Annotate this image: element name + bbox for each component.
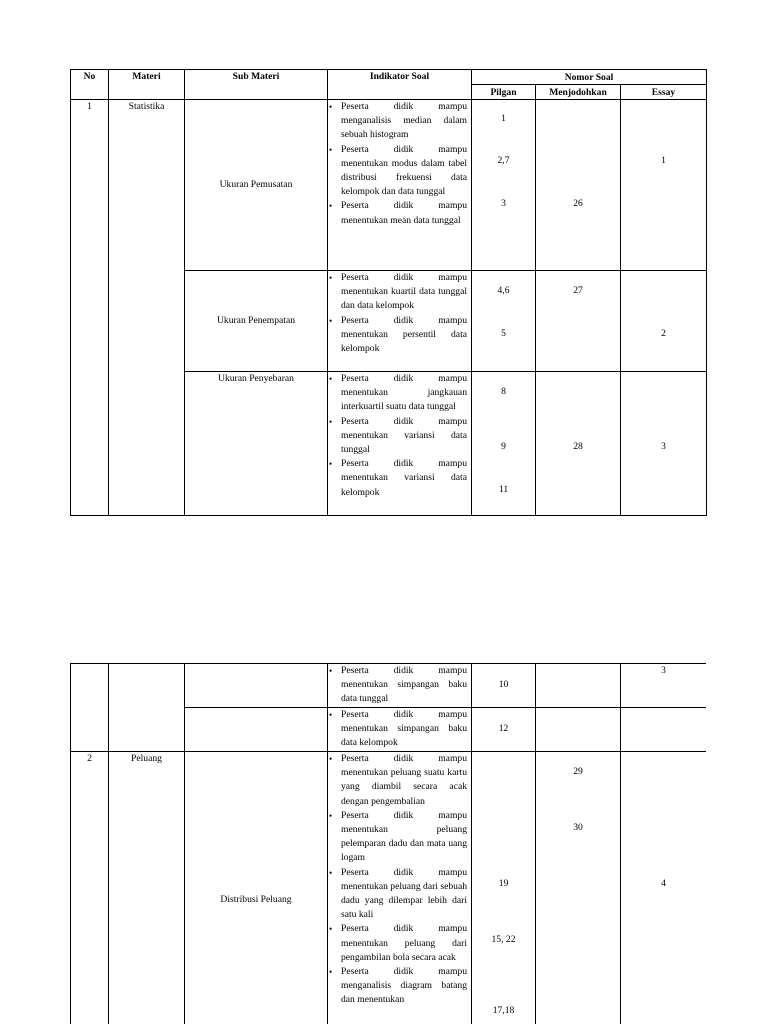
essay-number: 2 [661, 328, 666, 339]
header-nomor-soal: Nomor Soal [472, 70, 707, 85]
bullet-dot-icon: • [329, 967, 333, 978]
sub-materi-cell: Ukuran Penyebaran [185, 372, 328, 516]
materi-cell [109, 664, 185, 752]
indikator-item: • Peserta didik mampu menentukan simpangan baku data tunggal [329, 665, 467, 705]
menjodohkan-number: 26 [573, 198, 583, 209]
indikator-item: • Peserta didik mampu menentukan modus dalam tabel distribusi frekuensi data kelompok dan data tunggal [329, 143, 467, 198]
pilgan-number: 3 [501, 198, 506, 209]
header-pilgan: Pilgan [472, 85, 536, 100]
indikator-item: • Peserta didik mampu menentukan jangkauan interkuartil suatu data tunggal [329, 373, 467, 413]
header-essay: Essay [621, 85, 707, 100]
indikator-item: • Peserta didik mampu menentukan variansi data kelompok [329, 458, 467, 498]
materi-cell: Peluang [109, 752, 185, 1024]
table-row [71, 752, 707, 1024]
pilgan-cell [472, 372, 536, 516]
indikator-cell [328, 372, 472, 516]
indikator-item: • Peserta didik mampu menentukan peluang suatu kartu yang diambil secara acak dengan pengembalian [329, 753, 467, 807]
bullet-dot-icon: • [329, 201, 333, 212]
indikator-cell [328, 271, 472, 372]
indikator-item: • Peserta didik mampu menganalisis diagram batang dan menentukan [329, 966, 467, 1006]
kisi-kisi-table-section-1 [70, 69, 706, 516]
indikator-item: • Peserta didik mampu menentukan peluang dari sebuah dadu yang dilempar lebih dari satu kali [329, 866, 468, 921]
bullet-dot-icon: • [329, 144, 333, 155]
kisi-kisi-table-section-2 [70, 663, 706, 1024]
menjodohkan-cell [536, 752, 621, 1024]
bullet-dot-icon: • [329, 273, 333, 283]
menjodohkan-cell [536, 708, 621, 752]
sub-materi-cell [185, 664, 328, 708]
bullet-dot-icon: • [329, 459, 333, 470]
menjodohkan-number: 27 [573, 285, 583, 296]
pilgan-number: 8 [501, 386, 506, 397]
pilgan-cell: 12 [472, 708, 536, 752]
bullet-dot-icon: • [329, 924, 333, 935]
indikator-item: • Peserta didik mampu menentukan kuartil data tunggal dan data kelompok [329, 272, 467, 312]
header-indikator-soal: Indikator Soal [328, 70, 472, 100]
header-sub-materi: Sub Materi [185, 70, 328, 100]
bullet-dot-icon: • [329, 374, 333, 384]
pilgan-number: 4,6 [497, 285, 510, 296]
pilgan-number: 5 [501, 328, 506, 339]
header-row [71, 70, 707, 85]
indikator-item: • Peserta didik mampu menentukan peluang dari pengambilan bola secara acak [329, 923, 467, 963]
menjodohkan-cell [536, 372, 621, 516]
pilgan-cell [472, 100, 536, 271]
header-menjodohkan: Menjodohkan [536, 85, 621, 100]
bullet-dot-icon: • [329, 810, 333, 821]
pilgan-cell: 10 [472, 664, 536, 708]
menjodohkan-number: 30 [573, 822, 583, 833]
kisi-kisi-table-continued [70, 663, 706, 1024]
indikator-item: • Peserta didik mampu menentukan variansi data tunggal [329, 415, 467, 456]
materi-cell: Statistika [109, 100, 185, 516]
essay-cell [621, 708, 707, 752]
essay-cell [621, 372, 707, 516]
menjodohkan-cell [536, 100, 621, 271]
pilgan-cell [472, 271, 536, 372]
sub-materi-cell: Ukuran Penempatan [185, 271, 328, 372]
pilgan-number: 9 [501, 441, 506, 452]
pilgan-number: 11 [498, 484, 509, 495]
menjodohkan-number: 29 [573, 766, 583, 777]
sub-materi-cell: Ukuran Pemusatan [185, 100, 328, 271]
header-materi: Materi [109, 70, 185, 100]
essay-cell [621, 752, 707, 1024]
sub-materi-cell [185, 752, 328, 1024]
indikator-item: • Peserta didik mampu menentukan simpangan baku data kelompok [329, 709, 467, 749]
essay-cell [621, 100, 707, 271]
indikator-item: • Peserta didik mampu menentukan mean data tunggal [329, 200, 467, 226]
indikator-item: • Peserta didik mampu menganalisis median dalam sebuah histogram [329, 101, 467, 141]
menjodohkan-cell [536, 664, 621, 708]
table-row [71, 664, 707, 708]
header-no: No [71, 70, 109, 100]
indikator-item: • Peserta didik mampu menentukan persentil data kelompok [329, 314, 467, 355]
pilgan-number: 19 [498, 878, 509, 889]
essay-number: 4 [661, 878, 666, 889]
pilgan-cell [472, 752, 536, 1024]
bullet-dot-icon: • [329, 666, 333, 676]
indikator-cell [328, 708, 472, 752]
indikator-cell [328, 752, 472, 1024]
essay-number: 1 [661, 155, 666, 166]
pilgan-number: 1 [501, 113, 506, 124]
pilgan-number: 2,7 [497, 155, 510, 166]
bullet-dot-icon: • [329, 102, 333, 112]
menjodohkan-cell [536, 271, 621, 372]
essay-cell: 3 [621, 664, 707, 708]
bullet-dot-icon: • [329, 416, 333, 427]
row-number: 1 [71, 100, 109, 516]
essay-cell [621, 271, 707, 372]
row-number: 2 [71, 752, 109, 1024]
indikator-cell [328, 100, 472, 271]
pilgan-number: 15, 22 [491, 934, 516, 945]
indikator-cell [328, 664, 472, 708]
pilgan-number: 17,18 [492, 1005, 515, 1016]
bullet-dot-icon: • [329, 867, 333, 878]
kisi-kisi-table [70, 69, 707, 516]
bullet-dot-icon: • [329, 315, 333, 326]
essay-number: 3 [661, 441, 666, 452]
menjodohkan-number: 28 [573, 441, 583, 452]
sub-materi-label: Distribusi Peluang [220, 894, 292, 905]
row-number [71, 664, 109, 752]
bullet-dot-icon: • [329, 710, 333, 720]
indikator-item: • Peserta didik mampu menentukan peluang pelemparan dadu dan mata uang logam [329, 809, 467, 864]
sub-materi-cell [185, 708, 328, 752]
bullet-dot-icon: • [329, 754, 333, 764]
table-row [71, 100, 707, 271]
